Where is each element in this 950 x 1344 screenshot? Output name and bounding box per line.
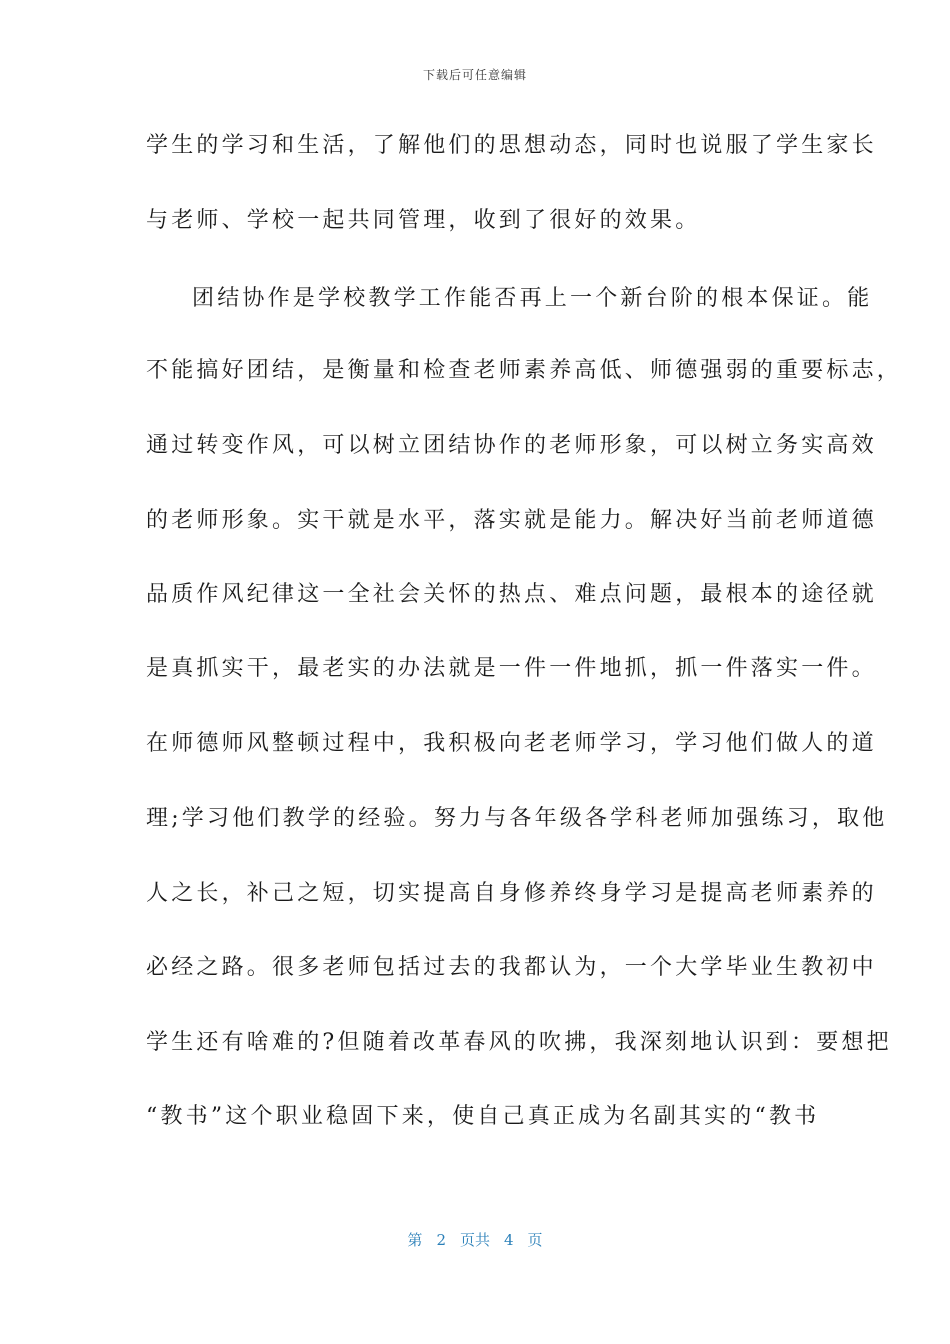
text-line-12: 必经之路。很多老师包括过去的我都认为，一个大学毕业生教初中 <box>146 955 877 980</box>
text-line-8: 是真抓实干，最老实的办法就是一件一件地抓，抓一件落实一件。 <box>146 656 877 681</box>
footer-page-number: 2 <box>436 1231 446 1249</box>
text-line-14: “教书”这个职业稳固下来，使自己真正成为名副其实的“教书 <box>146 1104 820 1129</box>
page-footer <box>0 1229 950 1250</box>
text-line-9: 在师德师风整顿过程中，我积极向老老师学习，学习他们做人的道 <box>146 731 877 756</box>
page-header: 下载后可任意编辑 <box>422 68 527 82</box>
footer-prefix: 第 <box>407 1231 423 1249</box>
text-line-10: 理;学习他们教学的经验。努力与各年级各学科老师加强练习，取他 <box>146 806 888 831</box>
text-line-6: 的老师形象。实干就是水平，落实就是能力。解决好当前老师道德 <box>146 508 877 533</box>
footer-suffix: 页 <box>527 1231 543 1249</box>
text-line-13: 学生还有啥难的?但随着改革春风的吹拂，我深刻地认识到：要想把 <box>146 1030 892 1055</box>
text-line-7: 品质作风纪律这一全社会关怀的热点、难点问题，最根本的途径就 <box>146 582 877 607</box>
text-line-5: 通过转变作风，可以树立团结协作的老师形象，可以树立务实高效 <box>146 433 877 458</box>
text-line-1: 学生的学习和生活，了解他们的思想动态，同时也说服了学生家长 <box>146 133 877 158</box>
text-line-11: 人之长，补己之短，切实提高自身修养终身学习是提高老师素养的 <box>146 881 877 906</box>
text-line-4: 不能搞好团结，是衡量和检查老师素养高低、师德强弱的重要标志， <box>146 358 903 383</box>
text-line-3: 团结协作是学校教学工作能否再上一个新台阶的根本保证。能 <box>192 286 873 311</box>
footer-total-pages: 4 <box>504 1231 514 1249</box>
footer-middle: 页共 <box>459 1231 490 1249</box>
text-line-2: 与老师、学校一起共同管理，收到了很好的效果。 <box>146 208 701 233</box>
